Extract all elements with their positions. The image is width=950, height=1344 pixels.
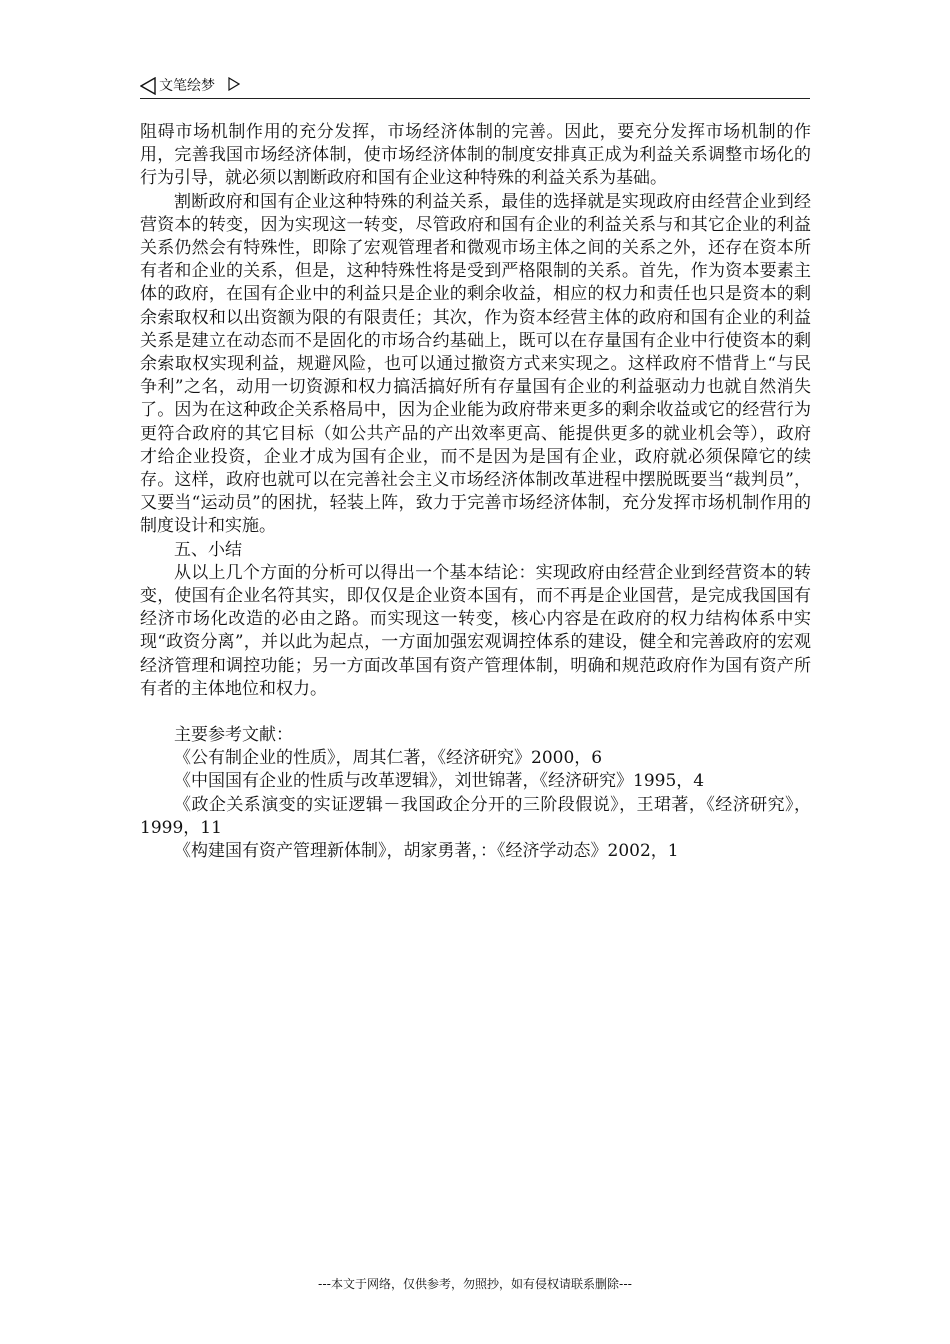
reference-item: 《公有制企业的性质》，周其仁著，《经济研究》2000，6 xyxy=(174,748,603,769)
section-heading: 五、小结 xyxy=(174,539,242,560)
paragraph-3: 从以上几个方面的分析可以得出一个基本结论：实现政府由经营企业到经营资本的转变，使国有企业名符其实，即仅仅是企业资本国有，而不再是企业国营，是完成我国国有经济市场化改造的必由之路。而实现这一转变，核心内容是在政府的权力结构体系中实现“政资分离”，并以此为起点，一方面加强宏观调控体系的建设，健全和完善政府的宏观经济管理和调控功能；另一方面改革国有资产管理体制，明确和规范政府作为国有资产所有者的主体地位和权力。 xyxy=(140,562,811,699)
triangle-right-icon xyxy=(228,77,240,91)
reference-item: 《政企关系演变的实证逻辑－我国政企分开的三阶段假说》，王珺著，《经济研究》，1999，11 xyxy=(140,794,811,838)
reference-item: 《中国国有企业的性质与改革逻辑》，刘世锦著，《经济研究》1995，4 xyxy=(174,771,705,792)
page-header xyxy=(140,74,810,99)
paragraph-2: 割断政府和国有企业这种特殊的利益关系，最佳的选择就是实现政府由经营企业到经营资本的转变，因为实现这一转变，尽管政府和国有企业的利益关系与和其它企业的利益关系仍然会有特殊性，即除了宏观管理者和微观市场主体之间的关系之外，还存在资本所有者和企业的关系，但是，这种特殊性将是受到严格限制的关系。首先，作为资本要素主体的政府，在国有企业中的利益只是企业的剩余收益，相应的权力和责任也只是资本的剩余索取权和以出资额为限的有限责任；其次，作为资本经营主体的政府和国有企业的利益关系是建立在动态而不是固化的市场合约基础上，既可以在存量国有企业中行使资本的剩余索取权实现利益，规避风险，也可以通过撤资方式来实现之。这样政府不惜背上“与民争利”之名，动用一切资源和权力搞活搞好所有存量国有企业的利益驱动力也就自然消失了。因为在这种政企关系格局中，因为企业能为政府带来更多的剩余收益或它的经营行为更符合政府的其它目标（如公共产品的产出效率更高、能提供更多的就业机会等），政府才给企业投资，企业才成为国有企业，而不是因为是国有企业，政府就必须保障它的续存。这样，政府也就可以在完善社会主义市场经济体制改革进程中摆脱既要当“裁判员”，又要当“运动员”的困扰，轻装上阵，致力于完善市场经济体制，充分发挥市场机制作用的制度设计和实施。 xyxy=(140,191,811,537)
reference-item: 《构建国有资产管理新体制》，胡家勇著，：《经济学动态》2002，1 xyxy=(174,841,679,862)
brand-label: 文笔绘梦 xyxy=(159,78,215,94)
triangle-left-icon xyxy=(140,77,156,95)
paragraph-1: 阻碍市场机制作用的充分发挥，市场经济体制的完善。因此，要充分发挥市场机制的作用，完善我国市场经济体制，使市场经济体制的制度安排真正成为利益关系调整市场化的行为引导，就必须以割断政府和国有企业这种特殊的利益关系为基础。 xyxy=(140,122,811,189)
references-title: 主要参考文献： xyxy=(174,725,293,746)
spacer xyxy=(140,701,811,724)
document-body xyxy=(140,121,811,863)
footer-disclaimer: ---本文于网络，仅供参考，勿照抄，如有侵权请联系删除--- xyxy=(318,1277,632,1291)
